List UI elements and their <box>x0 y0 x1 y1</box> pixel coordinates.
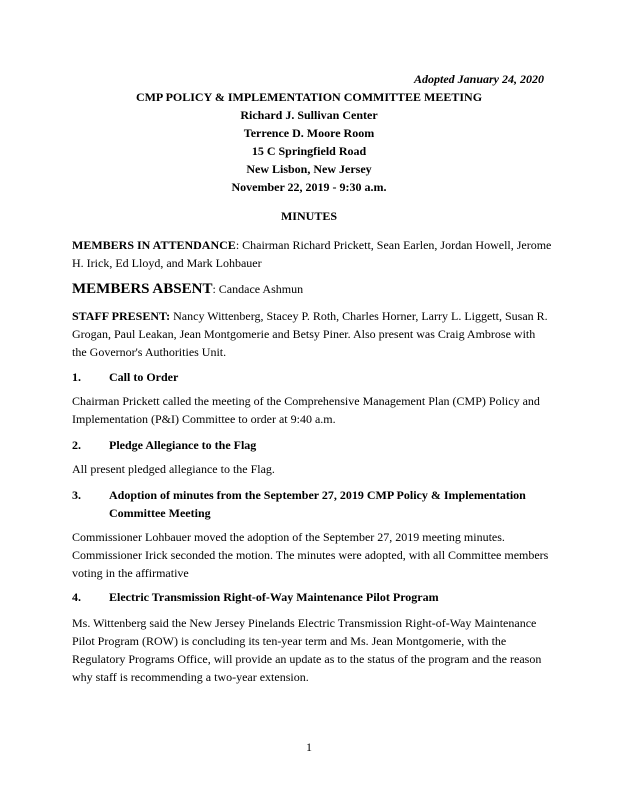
page-number: 1 <box>306 740 312 754</box>
staff-present <box>72 307 552 361</box>
attendance-text: : Chairman Richard Prickett, Sean Earlen, Jordan Howell, Jerome H. Irick, Ed Lloyd, and Mark Lohbauer <box>72 238 552 270</box>
section-title: Pledge Allegiance to the Flag <box>109 438 257 452</box>
section-number: 2. <box>72 438 81 452</box>
room-name: Terrence D. Moore Room <box>243 126 375 140</box>
section-body-4: Ms. Wittenberg said the New Jersey Pinelands Electric Transmission Right-of-Way Maintenance Pilot Program (ROW) is concluding its ten-year term and Ms. Jean Montgomerie, with the Regulatory Programs Office, will provide an update as to the status of the program and the reason why staff is recommending a two-year extension. <box>72 616 542 684</box>
city-state: New Lisbon, New Jersey <box>246 162 372 176</box>
meeting-title: CMP POLICY & IMPLEMENTATION COMMITTEE MEETING <box>135 90 483 104</box>
members-absent <box>72 280 552 298</box>
absent-text: : Candace Ashmun <box>212 282 304 296</box>
section-heading-1 <box>72 368 552 386</box>
section-number: 4. <box>72 590 81 604</box>
street-address: 15 C Springfield Road <box>251 144 367 158</box>
section-title: Adoption of minutes from the September 27, 2019 CMP Policy & Implementation Committee Meeting <box>109 488 526 520</box>
section-body-3: Commissioner Lohbauer moved the adoption of the September 27, 2019 meeting minutes. Commissioner Irick seconded the motion. The minutes were adopted, with all Committee members voting in the affirmative <box>72 530 549 580</box>
meeting-header <box>0 88 618 196</box>
section-number: 3. <box>72 488 81 502</box>
staff-text: Nancy Wittenberg, Stacey P. Roth, Charles Horner, Larry L. Liggett, Susan R. Grogan, Paul Leakan, Jean Montgomerie and Betsy Piner. Also present was Craig Ambrose with the Governor's Authorities Unit. <box>72 309 548 359</box>
section-body-1: Chairman Prickett called the meeting of the Comprehensive Management Plan (CMP) Policy and Implementation (P&I) Committee to order at 9:40 a.m. <box>72 394 540 426</box>
attendance-label: MEMBERS IN ATTENDANCE <box>72 238 236 252</box>
absent-label: MEMBERS ABSENT <box>72 281 213 297</box>
adopted-date: Adopted January 24, 2020 <box>413 72 544 86</box>
section-heading-3 <box>72 486 552 522</box>
section-heading-2 <box>72 436 552 454</box>
section-heading-4 <box>72 588 552 606</box>
members-attendance <box>72 236 552 272</box>
meeting-date: November 22, 2019 - 9:30 a.m. <box>231 180 387 194</box>
section-number: 1. <box>72 370 81 384</box>
section-title: Call to Order <box>109 370 179 384</box>
minutes-heading: MINUTES <box>280 209 337 223</box>
staff-label: STAFF PRESENT: <box>72 309 171 323</box>
venue-name: Richard J. Sullivan Center <box>240 108 378 122</box>
section-title: Electric Transmission Right-of-Way Maintenance Pilot Program <box>109 590 439 604</box>
section-body-2: All present pledged allegiance to the Flag. <box>72 462 275 476</box>
